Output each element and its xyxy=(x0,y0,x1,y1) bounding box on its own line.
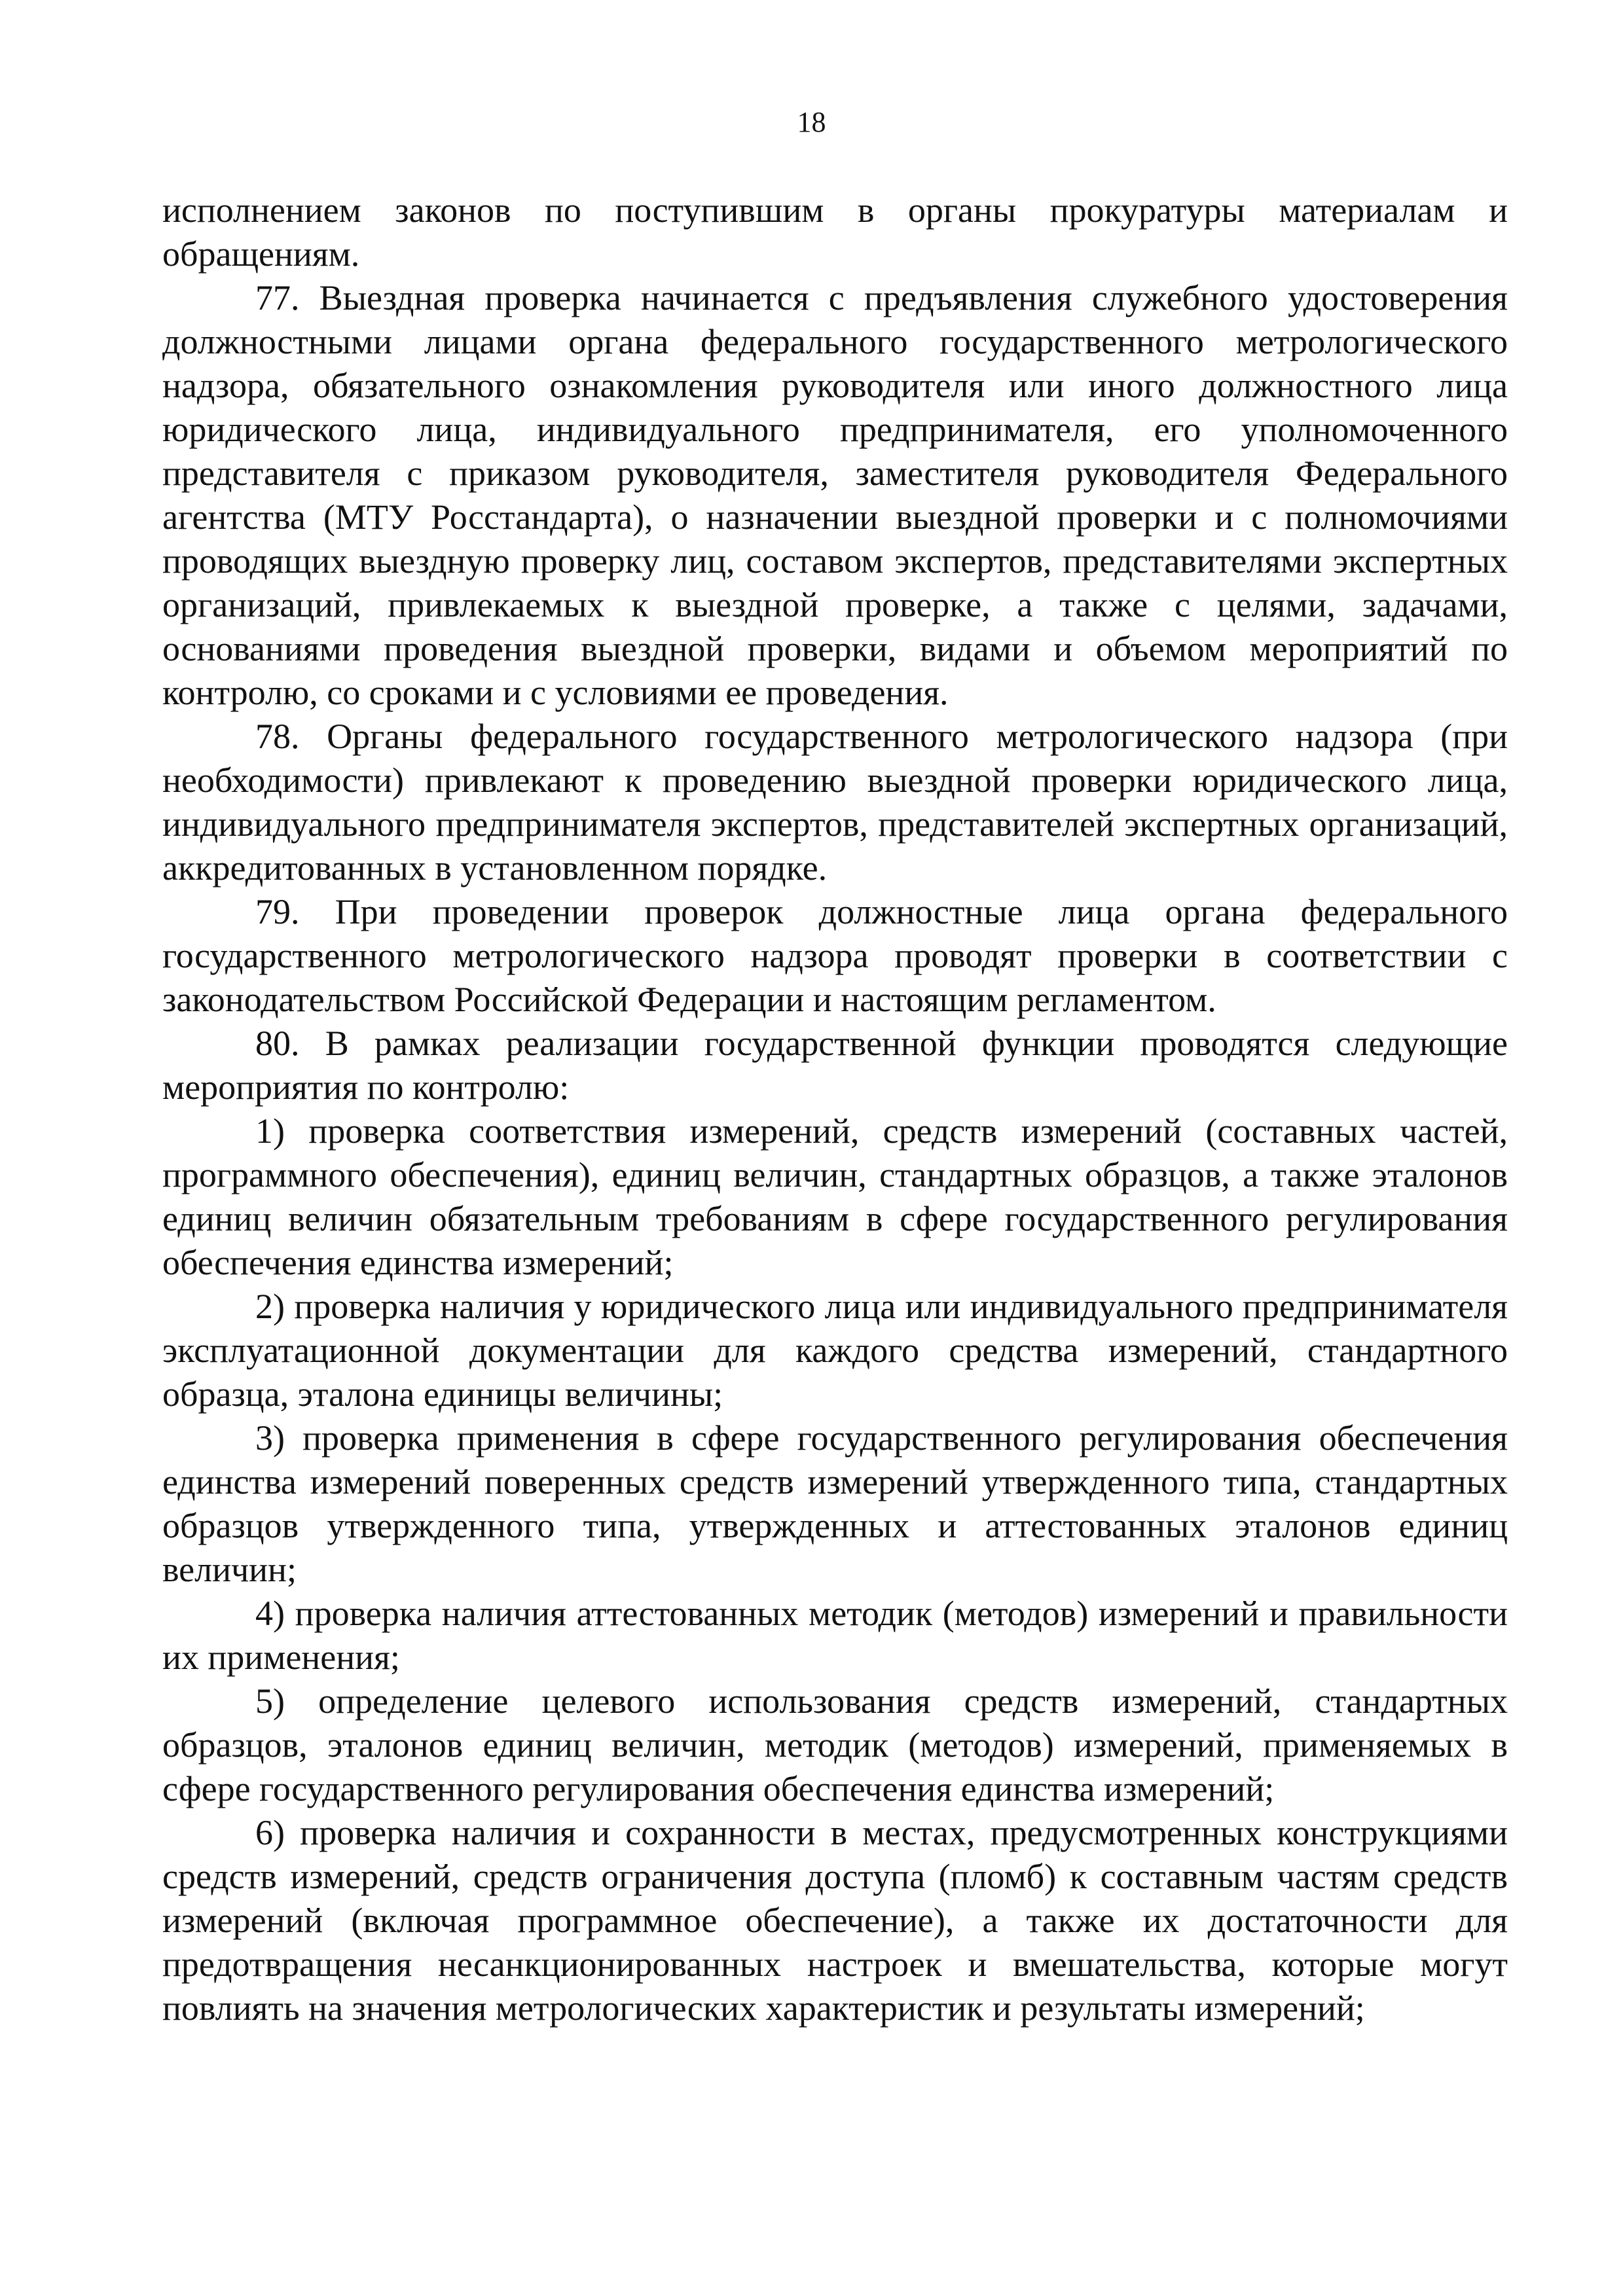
paragraph-79: 79. При проведении проверок должностные лица органа федерального государственного метрологического надзора проводят проверки в соответствии с законодательством Российской Федерации и настоящим регламентом. xyxy=(162,892,1508,1019)
paragraph-80: 80. В рамках реализации государственной функции проводятся следующие мероприятия по контролю: xyxy=(162,1024,1508,1107)
list-item-4: 4) проверка наличия аттестованных методик (методов) измерений и правильности их применения; xyxy=(162,1594,1508,1677)
paragraph-78: 78. Органы федерального государственного метрологического надзора (при необходимости) привлекают к проведению выездной проверки юридического лица, индивидуального предпринимателя экспертов, представителей экспертных организаций, аккредитованных в установленном порядке. xyxy=(162,717,1508,888)
document-body xyxy=(162,188,1508,2030)
paragraph-77: 77. Выездная проверка начинается с предъявления служебного удостоверения должностными лицами органа федерального государственного метрологического надзора, обязательного ознакомления руководителя или иного должностного лица юридического лица, индивидуального предпринимателя, его уполномоченного представителя с приказом руководителя, заместителя руководителя Федерального агентства (МТУ Росстандарта), о назначении выездной проверки и с полномочиями проводящих выездную проверку лиц, составом экспертов, представителями экспертных организаций, привлекаемых к выездной проверке, а также с целями, задачами, основаниями проведения выездной проверки, видами и объемом мероприятий по контролю, со сроками и с условиями ее проведения. xyxy=(162,278,1508,712)
list-item-5: 5) определение целевого использования средств измерений, стандартных образцов, эталонов единиц величин, методик (методов) измерений, применяемых в сфере государственного регулирования обеспечения единства измерений; xyxy=(162,1681,1508,1808)
list-item-3: 3) проверка применения в сфере государственного регулирования обеспечения единства измерений поверенных средств измерений утвержденного типа, стандартных образцов утвержденного типа, утвержденных и аттестованных эталонов единиц величин; xyxy=(162,1418,1508,1589)
list-item-1: 1) проверка соответствия измерений, средств измерений (составных частей, программного обеспечения), единиц величин, стандартных образцов, а также эталонов единиц величин обязательным требованиям в сфере государственного регулирования обеспечения единства измерений; xyxy=(162,1111,1508,1282)
list-item-2: 2) проверка наличия у юридического лица или индивидуального предпринимателя эксплуатационной документации для каждого средства измерений, стандартного образца, эталона единицы величины; xyxy=(162,1287,1508,1414)
list-item-6: 6) проверка наличия и сохранности в местах, предусмотренных конструкциями средств измерений, средств ограничения доступа (пломб) к составным частям средств измерений (включая программное обеспечение), а также их достаточности для предотвращения несанкционированных настроек и вмешательства, которые могут повлиять на значения метрологических характеристик и результаты измерений; xyxy=(162,1813,1508,2028)
page-number: 18 xyxy=(797,106,826,138)
paragraph-continuation: исполнением законов по поступившим в органы прокуратуры материалам и обращениям. xyxy=(162,190,1508,274)
